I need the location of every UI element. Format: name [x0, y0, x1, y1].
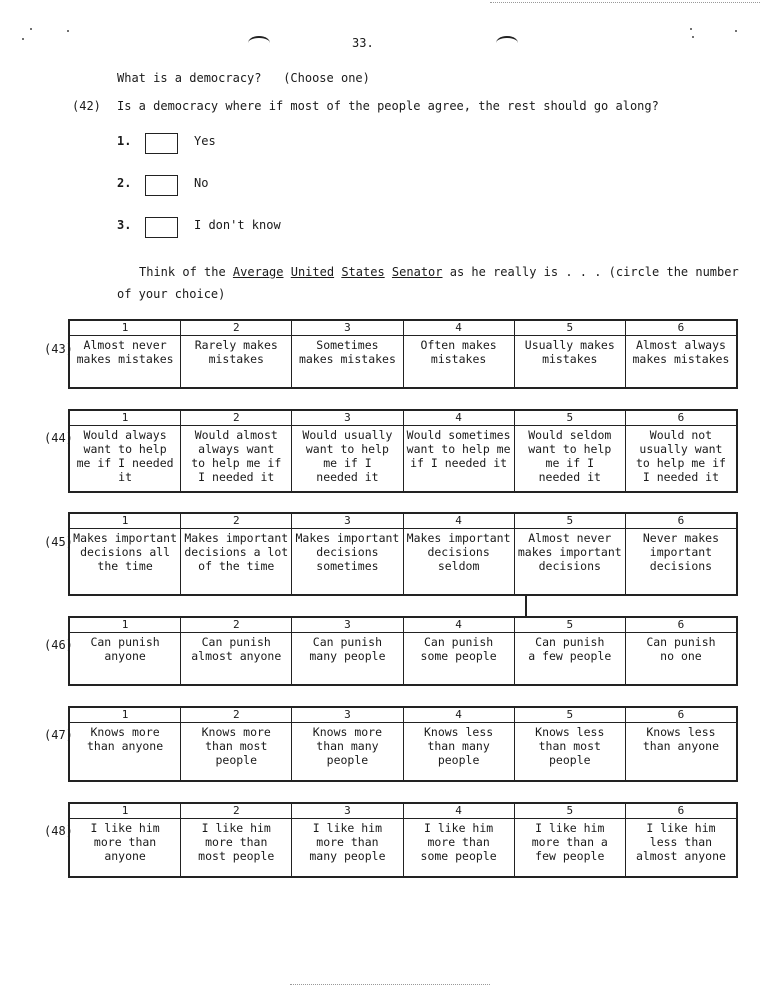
- choice-cell: Almost never makes mistakes: [76, 338, 174, 366]
- question-45-scale: [68, 512, 738, 596]
- choice-cell: Can punish no one: [625, 633, 736, 685]
- choice-cell: Knows less than anyone: [625, 723, 736, 781]
- question-44-number: (44): [44, 431, 73, 445]
- choice-cell: Makes important decisions a lot of the time: [180, 529, 291, 595]
- scale-number-2[interactable]: 2: [180, 514, 291, 528]
- question-43-number: (43): [44, 342, 73, 356]
- scale-header: [70, 708, 736, 723]
- choice-cell: I like him more than anyone: [90, 821, 160, 863]
- scale-number-6[interactable]: 6: [625, 514, 736, 528]
- choice-cell: Makes important decisions seldom: [403, 529, 514, 595]
- scale-number-3[interactable]: 3: [291, 411, 402, 425]
- scale-number-3[interactable]: 3: [291, 708, 402, 722]
- choice-cell: I like him more than many people: [291, 819, 402, 877]
- speck: [690, 28, 692, 30]
- choice-cell: Would seldom want to help me if I needed it: [514, 426, 625, 492]
- prompt-note: (Choose one): [283, 71, 370, 85]
- choice-cell: Knows less than most people: [514, 723, 625, 781]
- scale-number-3[interactable]: 3: [291, 618, 402, 632]
- scale-header: [70, 804, 736, 819]
- question-45-number: (45): [44, 535, 73, 549]
- instruction-line-1: [139, 265, 739, 279]
- scale-header: [70, 514, 736, 529]
- prompt-text: What is a democracy?: [117, 71, 262, 85]
- scale-number-5[interactable]: 5: [514, 618, 625, 632]
- instruction-line-2: of your choice): [117, 287, 226, 301]
- choice-cell: Would always want to help me if I needed it: [76, 428, 174, 484]
- scale-choices: [70, 426, 736, 492]
- scale-number-6[interactable]: 6: [625, 708, 736, 722]
- option-number: 2.: [117, 176, 132, 190]
- option-label: I don't know: [194, 218, 281, 232]
- question-43-scale: [68, 319, 738, 389]
- question-48-number: (48): [44, 824, 73, 838]
- option-number: 3.: [117, 218, 132, 232]
- scale-header: [70, 618, 736, 633]
- checkbox[interactable]: [145, 175, 178, 196]
- choice-cell: Can punish some people: [403, 633, 514, 685]
- scale-number-4[interactable]: 4: [403, 321, 514, 335]
- choice-cell: Can punish anyone: [90, 635, 160, 663]
- scale-number-4[interactable]: 4: [403, 411, 514, 425]
- scale-choices: [70, 529, 736, 595]
- question-46-scale: [68, 616, 738, 686]
- choice-cell: Can punish a few people: [514, 633, 625, 685]
- choice-cell: I like him more than a few people: [514, 819, 625, 877]
- choice-cell: Often makes mistakes: [403, 336, 514, 388]
- choice-cell: Usually makes mistakes: [514, 336, 625, 388]
- speck: [30, 28, 32, 30]
- choice-cell: Rarely makes mistakes: [180, 336, 291, 388]
- underlined-word: Average: [232, 265, 284, 279]
- scale-choices: [70, 723, 736, 781]
- underlined-word: Senator: [391, 265, 443, 279]
- instruction-text: as he really is . . . (circle the number: [442, 265, 739, 279]
- scale-number-5[interactable]: 5: [514, 804, 625, 818]
- scale-number-3[interactable]: 3: [291, 804, 402, 818]
- option-label: Yes: [194, 134, 216, 148]
- question-47-number: (47): [44, 728, 73, 742]
- scale-number-2[interactable]: 2: [180, 708, 291, 722]
- scale-number-1[interactable]: 1: [121, 514, 129, 527]
- scale-choices: [70, 336, 736, 388]
- checkbox[interactable]: [145, 217, 178, 238]
- scale-header: [70, 321, 736, 336]
- scale-number-1[interactable]: 1: [121, 708, 129, 721]
- scale-number-1[interactable]: 1: [121, 411, 129, 424]
- underlined-word: States: [341, 265, 385, 279]
- choice-cell: Knows less than many people: [403, 723, 514, 781]
- scale-number-6[interactable]: 6: [625, 804, 736, 818]
- scale-number-6[interactable]: 6: [625, 411, 736, 425]
- choice-cell: Would almost always want to help me if I needed it: [180, 426, 291, 492]
- choice-cell: Knows more than many people: [291, 723, 402, 781]
- scale-number-2[interactable]: 2: [180, 804, 291, 818]
- checkbox[interactable]: [145, 133, 178, 154]
- scale-number-1[interactable]: 1: [121, 618, 129, 631]
- scale-number-5[interactable]: 5: [514, 514, 625, 528]
- choice-cell: Makes important decisions sometimes: [291, 529, 402, 595]
- scale-number-3[interactable]: 3: [291, 514, 402, 528]
- question-42-number: (42): [72, 99, 101, 113]
- speck: [692, 36, 694, 38]
- question-48-scale: [68, 802, 738, 878]
- scale-number-2[interactable]: 2: [180, 618, 291, 632]
- speck: [735, 30, 737, 32]
- question-46-number: (46): [44, 638, 73, 652]
- option-number: 1.: [117, 134, 132, 148]
- scale-number-6[interactable]: 6: [625, 618, 736, 632]
- choice-cell: Knows more than anyone: [87, 725, 164, 753]
- scale-choices: [70, 819, 736, 877]
- scale-number-1[interactable]: 1: [121, 804, 129, 817]
- scale-number-1[interactable]: 1: [121, 321, 129, 334]
- speck: [22, 38, 24, 40]
- question-47-scale: [68, 706, 738, 782]
- scale-number-5[interactable]: 5: [514, 411, 625, 425]
- question-44-scale: [68, 409, 738, 493]
- choice-cell: I like him less than almost anyone: [625, 819, 736, 877]
- underlined-word: United: [290, 265, 335, 279]
- choice-cell: I like him more than most people: [180, 819, 291, 877]
- scale-number-4[interactable]: 4: [403, 618, 514, 632]
- scale-header: [70, 411, 736, 426]
- choice-cell: Almost never makes important decisions: [514, 529, 625, 595]
- scale-choices: [70, 633, 736, 685]
- choice-cell: Sometimes makes mistakes: [291, 336, 402, 388]
- option-label: No: [194, 176, 209, 190]
- speck: [67, 30, 69, 32]
- scale-number-3[interactable]: 3: [291, 321, 402, 335]
- bottom-dotted-edge: [290, 984, 490, 985]
- scale-number-2[interactable]: 2: [180, 321, 291, 335]
- scale-number-6[interactable]: 6: [625, 321, 736, 335]
- binding-mark-right: [496, 36, 518, 50]
- prompt: [117, 71, 370, 85]
- top-dotted-edge: [490, 2, 760, 3]
- choice-cell: Can punish many people: [291, 633, 402, 685]
- scale-number-5[interactable]: 5: [514, 708, 625, 722]
- instruction-text: Think of the: [139, 265, 233, 279]
- scale-number-4[interactable]: 4: [403, 804, 514, 818]
- scale-number-4[interactable]: 4: [403, 514, 514, 528]
- binding-mark-left: [248, 36, 270, 50]
- choice-cell: Would sometimes want to help me if I needed it: [403, 426, 514, 492]
- question-42-text: Is a democracy where if most of the people agree, the rest should go along?: [117, 99, 659, 113]
- page-number: 33.: [352, 36, 374, 50]
- scale-number-5[interactable]: 5: [514, 321, 625, 335]
- choice-cell: Can punish almost anyone: [180, 633, 291, 685]
- choice-cell: Makes important decisions all the time: [73, 531, 178, 573]
- choice-cell: Never makes important decisions: [625, 529, 736, 595]
- choice-cell: Almost always makes mistakes: [625, 336, 736, 388]
- scale-number-2[interactable]: 2: [180, 411, 291, 425]
- choice-cell: Would not usually want to help me if I needed it: [625, 426, 736, 492]
- scale-number-4[interactable]: 4: [403, 708, 514, 722]
- choice-cell: Knows more than most people: [180, 723, 291, 781]
- connector-line: [525, 596, 527, 618]
- choice-cell: Would usually want to help me if I needed it: [291, 426, 402, 492]
- choice-cell: I like him more than some people: [403, 819, 514, 877]
